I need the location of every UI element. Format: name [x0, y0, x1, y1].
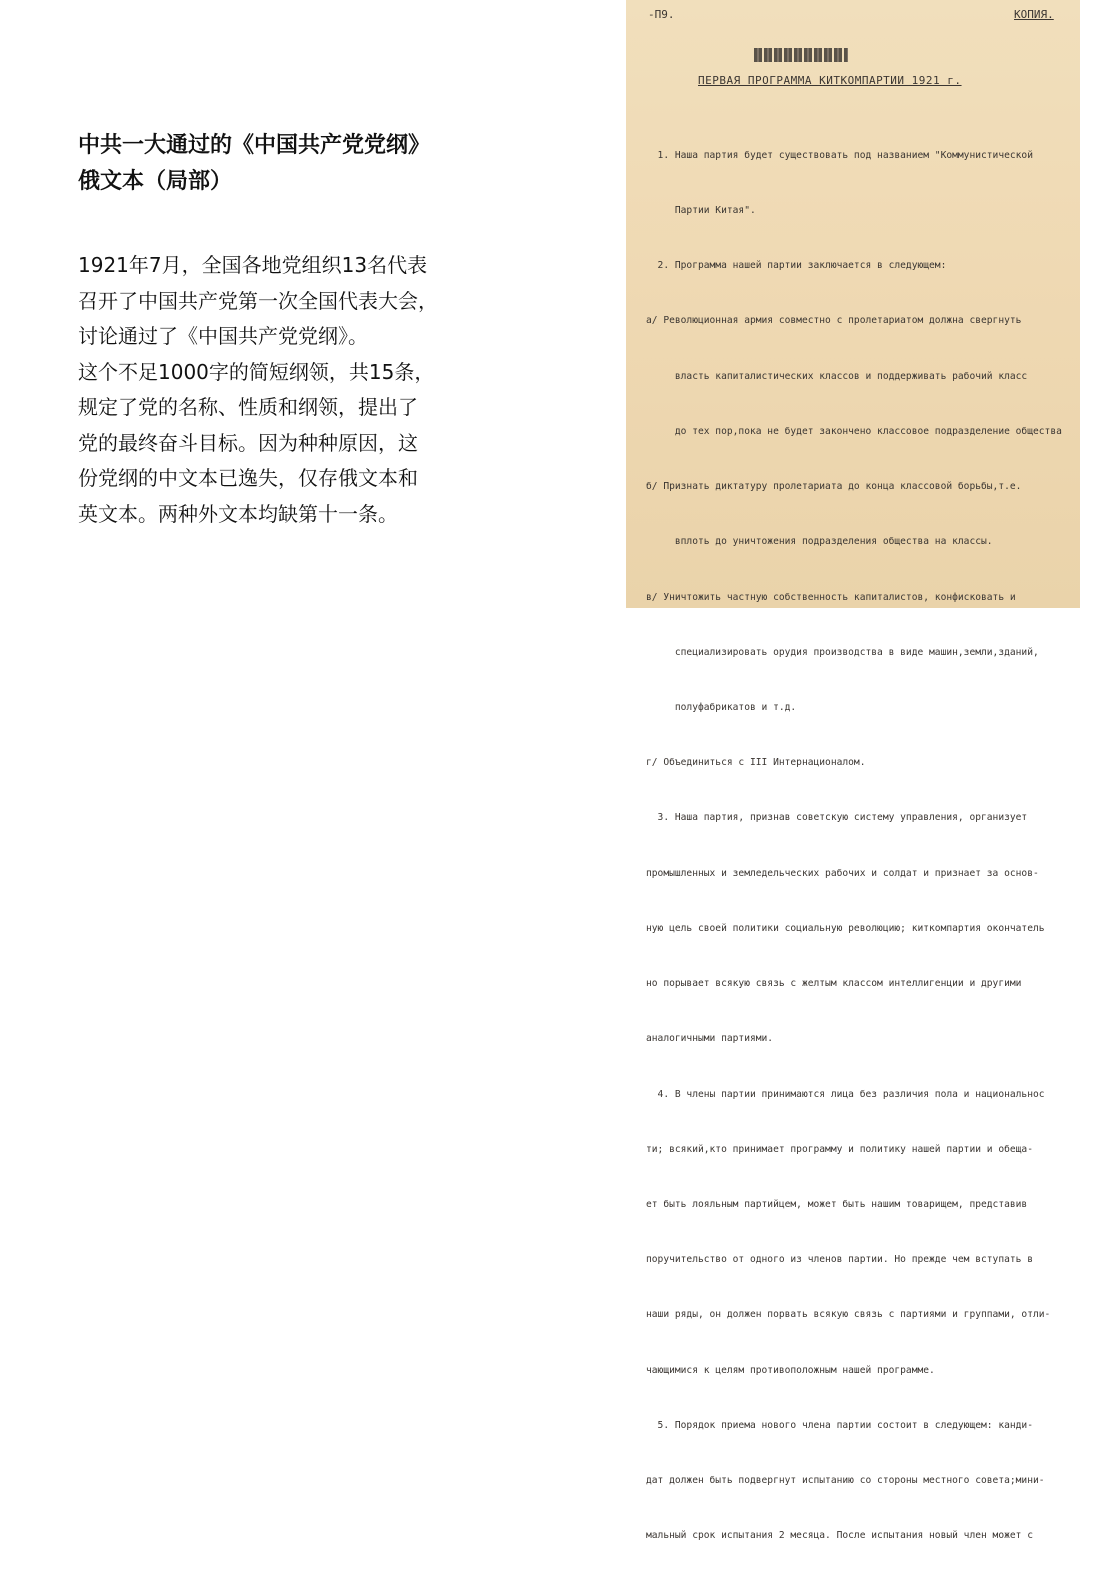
document-page-number: -П9.: [648, 8, 675, 21]
document-line: 1. Наша партия будет существовать под названием "Коммунистической: [646, 149, 1033, 161]
description-line: 讨论通过了《中国共产党党纲》。: [78, 324, 368, 348]
document-copy-mark: КОПИЯ.: [1014, 8, 1054, 21]
description-line: 党的最终奋斗目标。因为种种原因，这: [78, 430, 418, 455]
description-line: 1921年7月，全国各地党组织13名代表: [78, 253, 428, 277]
document-line: поручительство от одного из членов партии. Но прежде чем вступать в: [646, 1254, 1033, 1266]
document-line: дат должен быть подвергнут испытанию со стороны местного совета;мини-: [646, 1475, 1045, 1487]
document-line: чающимися к целям противоположным нашей программе.: [646, 1364, 935, 1376]
description-line: 这个不足1000字的简短纲领，共15条，: [78, 359, 435, 384]
document-line: в/ Уничтожить частную собственность капиталистов, конфисковать и: [646, 591, 1016, 603]
document-line: наши ряды, он должен порвать всякую связь с партиями и группами, отли-: [646, 1309, 1051, 1321]
description-line: 份党纲的中文本已逸失，仅存俄文本和: [78, 466, 418, 490]
document-line: г/ Объединиться с III Интернационалом.: [646, 757, 866, 769]
title-line-2: 俄文本（局部）: [78, 169, 233, 194]
page-title: [78, 128, 548, 200]
document-body: [646, 110, 1106, 1583]
description-paragraph: [78, 248, 548, 532]
document-line: ти; всякий,кто принимает программу и политику нашей партии и обеща-: [646, 1143, 1033, 1155]
text-column: [78, 128, 548, 532]
document-line: а/ Революционная армия совместно с пролетариатом должна свергнуть: [646, 315, 1022, 327]
russian-document-image: [626, 0, 1080, 1542]
document-line: промышленных и земледельческих рабочих и солдат и признает за основ-: [646, 867, 1039, 879]
document-stamp: [754, 48, 848, 62]
document-line: полуфабрикатов и т.д.: [646, 702, 797, 713]
document-line: ет быть лояльным партийцем, может быть нашим товарищем, представив: [646, 1198, 1028, 1210]
description-line: 召开了中国共产党第一次全国代表大会，: [78, 288, 438, 313]
document-line: власть капиталистических классов и поддерживать рабочий класс: [646, 370, 1028, 382]
document-line: специализировать орудия производства в виде машин,земли,зданий,: [646, 646, 1039, 658]
document-line: мальный срок испытания 2 месяца. После испытания новый член может с: [646, 1530, 1033, 1542]
document-line: б/ Признать диктатуру пролетариата до конца классовой борьбы,т.е.: [646, 481, 1022, 493]
document-line: 2. Программа нашей партии заключается в следующем:: [646, 260, 947, 272]
document-line: 5. Порядок приема нового члена партии состоит в следующем: канди-: [646, 1419, 1033, 1431]
description-line: 规定了党的名称、性质和纲领，提出了: [78, 395, 418, 419]
document-line: аналогичными партиями.: [646, 1033, 774, 1045]
document-line: 4. В члены партии принимаются лица без различия пола и национальнос: [646, 1088, 1045, 1100]
description-line: 英文本。两种外文本均缺第十一条。: [78, 501, 398, 526]
document-line: 3. Наша партия, признав советскую систему управления, организует: [646, 812, 1028, 824]
title-line-1: 中共一大通过的《中国共产党党纲》: [78, 133, 431, 158]
document-line: ную цель своей политики социальную революцию; киткомпартия окончатель: [646, 922, 1045, 934]
document-line: до тех пор,пока не будет закончено классовое подразделение общества: [646, 425, 1062, 437]
document-line: вплоть до уничтожения подразделения общества на классы.: [646, 536, 993, 548]
document-line: Партии Китая".: [646, 205, 756, 217]
document-line: но порывает всякую связь с желтым классом интеллигенции и другими: [646, 978, 1022, 990]
document-heading: ПЕРВАЯ ПРОГРАММА КИТКОМПАРТИИ 1921 г.: [698, 74, 962, 87]
